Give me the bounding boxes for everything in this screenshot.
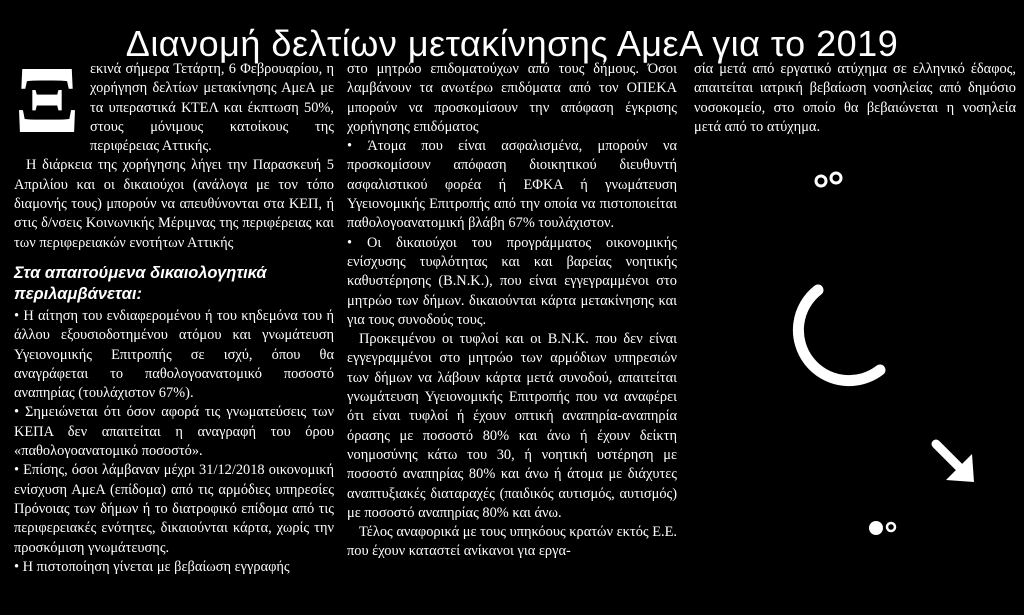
arc-shape-icon [780,272,900,392]
intro-paragraph: εκινά σήμερα Τετάρτη, 6 Φεβρουαρίου, η χορήγηση δελτίων μετακίνησης ΑμεΑ με τα υπεραστικά ΚΤΕΛ και έκπτωση 50%, στους μόνιμους κατοίκους της περιφέρειας Αττικής. [90,61,334,155]
registry-paragraph: στο μητρώο επιδοματούχων από τους δήμους. Όσοι λαμβάνουν τα ανωτέρω επιδόματα από τον ΟΠΕΚΑ μπορούν να προσκομίσουν την απόφαση έγκρισης χορήγησης επιδόματος [347,61,677,135]
non-eu-paragraph: Τέλος αναφορικά με τους υπηκόους κρατών εκτός Ε.Ε. που έχουν καταστεί ανίκανοι για εργα- [347,524,677,560]
bullet-blindness-program: • Οι δικαιούχοι του προγράμματος οικονομικής ενίσχυσης τυφλότητας και και βαρείας νοητικής καθυστέρησης (Β.Ν.Κ.), που είναι εγγεγραμμένοι στο μητρώο των δήμων. δικαιούνται κάρτα μετακίνησης και για τους συνοδούς τους. [347,234,677,330]
drop-cap-letter: Ξ [14,46,80,153]
accident-paragraph: σία μετά από εργατικό ατύχημα σε ελληνικό έδαφος, απαιτείται ιατρική βεβαίωση νοσηλείας από δημόσιο νοσοκομείο, στο οποίο θα βεβαιώνεται η νοσηλεία μετά από το ατύχημα. [694,61,1016,135]
bullet-insured: • Άτομα που είναι ασφαλισμένα, μπορούν να προσκομίσουν απόφαση διοικητικού διευθυντή ασφαλιστικού φορέα ή ΕΦΚΑ ή γνωμάτευση Υγειονομικής Επιτροπής από την οποία να πιστοποιείται παθολογοανατομική βλάβη 67% τουλάχιστον. [347,137,677,233]
bullet-allowance: • Επίσης, όσοι λάμβαναν μέχρι 31/12/2018 οικονομική ενίσχυση ΑμεΑ (επίδομα) από τις αρμόδιες υπηρεσίες Πρόνοιας των δήμων ή το διατροφικό επίδομα από τις περιφερειακές ενότητες, δικαιούνται κάρτα, χωρίς την προσκόμιση γνωμάτευσης. [14,461,334,557]
companion-paragraph: Προκειμένου οι τυφλοί και οι Β.Ν.Κ. που δεν είναι εγγεγραμμένοι στο μητρώο των αρμόδιων υπηρεσιών των δήμων να λάβουν κάρτα μετά συνοδού, απαιτείται γνωμάτευση Υγειονομικής Επιτροπής που να αναφέρει ότι είναι τυφλοί ή έχουν οπτική αναπηρία-αναπηρία όρασης με ποσοστό 80% και άνω ή έχουν δείκτη νοημοσύνης κάτω του 30, ή νοητική υστέρηση με ποσοστό αναπηρίας 80% και άνω ή άτομα με διάχυτες αναπτυξιακές διαταραχές (παιδικός αυτισμός, αυτισμός) με ποσοστό αναπηρίας 80% και άνω. [347,331,677,521]
article-column-3 [694,60,1016,137]
arrow-down-right-icon [924,432,984,492]
small-dots-icon [812,168,848,192]
bullet-application: • Η αίτηση του ενδιαφερομένου ή του κηδεμόνα του ή άλλου εξουσιοδοτημένου ατόμου και γνωμάτευση Υγειονομικής Επιτροπής σε ισχύ, όπου θα αναγράφεται το παθολογοανατομικό ποσοστό αναπηρίας (τουλάχιστον 67%). [14,307,334,403]
intro-paragraph-block [14,46,334,156]
documents-subheading: Στα απαιτούμενα δικαιολογητικά περιλαμβάνεται: [14,263,267,303]
headline: Διανομή δελτίων μετακίνησης ΑμεΑ για το 2019 [125,23,899,65]
bullet-kepa-note: • Σημειώνεται ότι όσον αφορά τις γνωματεύσεις των ΚΕΠΑ δεν απαιτείται η αναγραφή του όρου «παθολογοανατομικό ποσοστό». [14,403,334,461]
dot-pair-icon [866,516,900,540]
article-column-2 [347,60,677,562]
bullet-certification: • Η πιστοποίηση γίνεται με βεβαίωση εγγραφής [14,558,334,577]
article-column-1 [14,46,334,577]
duration-paragraph: Η διάρκεια της χορήγησης λήγει την Παρασκευή 5 Απριλίου και οι δικαιούχοι (ανάλογα με τον τόπο διαμονής τους) μπορούν να απευθύνονται στα ΚΕΠ, ή στις δ/νσεις Κοινωνικής Μέριμνας της περιφέρειας και των περιφερειακών ενοτήτων Αττικής [14,157,334,251]
